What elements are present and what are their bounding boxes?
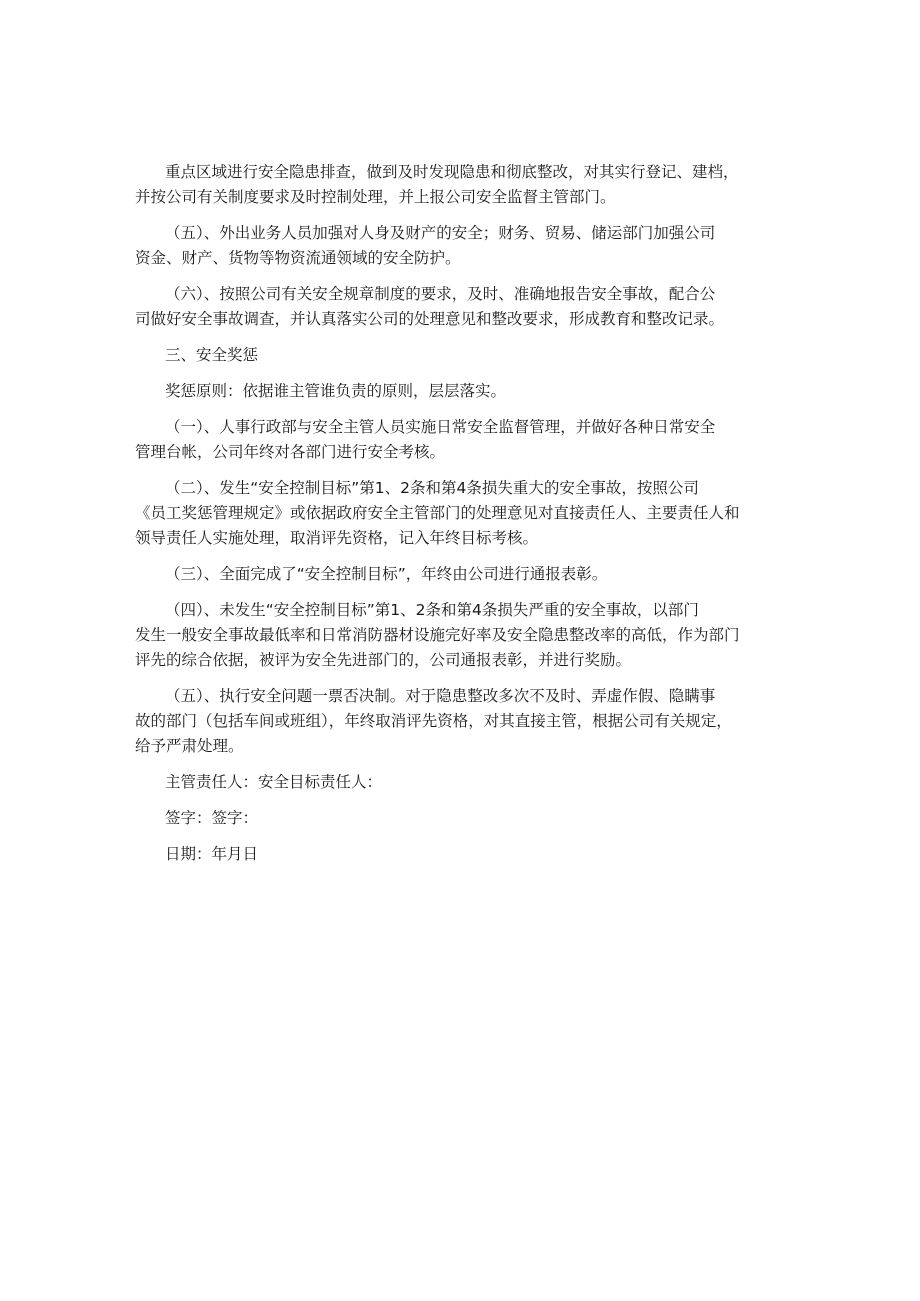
paragraph-item-six-reporting — [135, 282, 785, 332]
text-line: （五）、执行安全问题一票否决制。对于隐患整改多次不及时、弄虚作假、隐瞒事 — [165, 687, 716, 705]
paragraph-item-three — [135, 562, 785, 587]
text-line: 《员工奖惩管理规定》或依据政府安全主管部门的处理意见对直接责任人、主要责任人和 — [135, 504, 740, 522]
paragraph-item-five-security — [135, 221, 785, 271]
text-line: 并按公司有关制度要求及时控制处理，并上报公司安全监督主管部门。 — [135, 188, 616, 206]
text-line: 奖惩原则：依据谁主管谁负责的原则，层层落实。 — [165, 382, 507, 400]
paragraph-hazard-inspection — [135, 160, 785, 210]
signature-responsible-persons — [135, 770, 785, 795]
text-line: （五）、外出业务人员加强对人身及财产的安全；财务、贸易、储运部门加强公司 — [165, 224, 716, 242]
section-heading-rewards-penalties — [135, 343, 785, 368]
signature-label-line: 主管责任人：安全目标责任人： — [165, 773, 383, 791]
text-line: 资金、财产、货物等物资流通领域的安全防护。 — [135, 249, 461, 267]
paragraph-item-one — [135, 415, 785, 465]
text-line: （三）、全面完成了“安全控制目标”，年终由公司进行通报表彰。 — [165, 565, 608, 583]
text-line: （四）、未发生“安全控制目标”第1、2条和第4条损失严重的安全事故，以部门 — [165, 601, 699, 619]
signature-label-line: 签字：签字： — [165, 809, 259, 827]
date-field — [135, 842, 785, 867]
text-line: （二）、发生“安全控制目标”第1、2条和第4条损失重大的安全事故，按照公司 — [165, 479, 699, 497]
text-line: 管理台帐，公司年终对各部门进行安全考核。 — [135, 443, 446, 461]
signature-fields — [135, 806, 785, 831]
text-line: 领导责任人实施处理，取消评先资格，记入年终目标考核。 — [135, 529, 539, 547]
section-heading: 三、安全奖惩 — [165, 346, 259, 364]
document-body — [135, 160, 785, 867]
text-line: 故的部门（包括车间或班组），年终取消评先资格，对其直接主管，根据公司有关规定， — [135, 712, 732, 730]
date-label-line: 日期：年月日 — [165, 845, 259, 863]
text-line: 重点区域进行安全隐患排查，做到及时发现隐患和彻底整改，对其实行登记、建档， — [165, 163, 739, 181]
paragraph-item-five-veto — [135, 684, 785, 759]
text-line: 司做好安全事故调查，并认真落实公司的处理意见和整改要求，形成教育和整改记录。 — [135, 310, 725, 328]
paragraph-item-four — [135, 598, 785, 673]
text-line: （一）、人事行政部与安全主管人员实施日常安全监督管理，并做好各种日常安全 — [165, 418, 716, 436]
text-line: （六）、按照公司有关安全规章制度的要求，及时、准确地报告安全事故，配合公 — [165, 285, 716, 303]
paragraph-item-two — [135, 476, 785, 551]
text-line: 发生一般安全事故最低率和日常消防器材设施完好率及安全隐患整改率的高低，作为部门 — [135, 626, 740, 644]
text-line: 给予严肃处理。 — [135, 737, 244, 755]
text-line: 评先的综合依据，被评为安全先进部门的，公司通报表彰，并进行奖励。 — [135, 651, 632, 669]
paragraph-principle — [135, 379, 785, 404]
